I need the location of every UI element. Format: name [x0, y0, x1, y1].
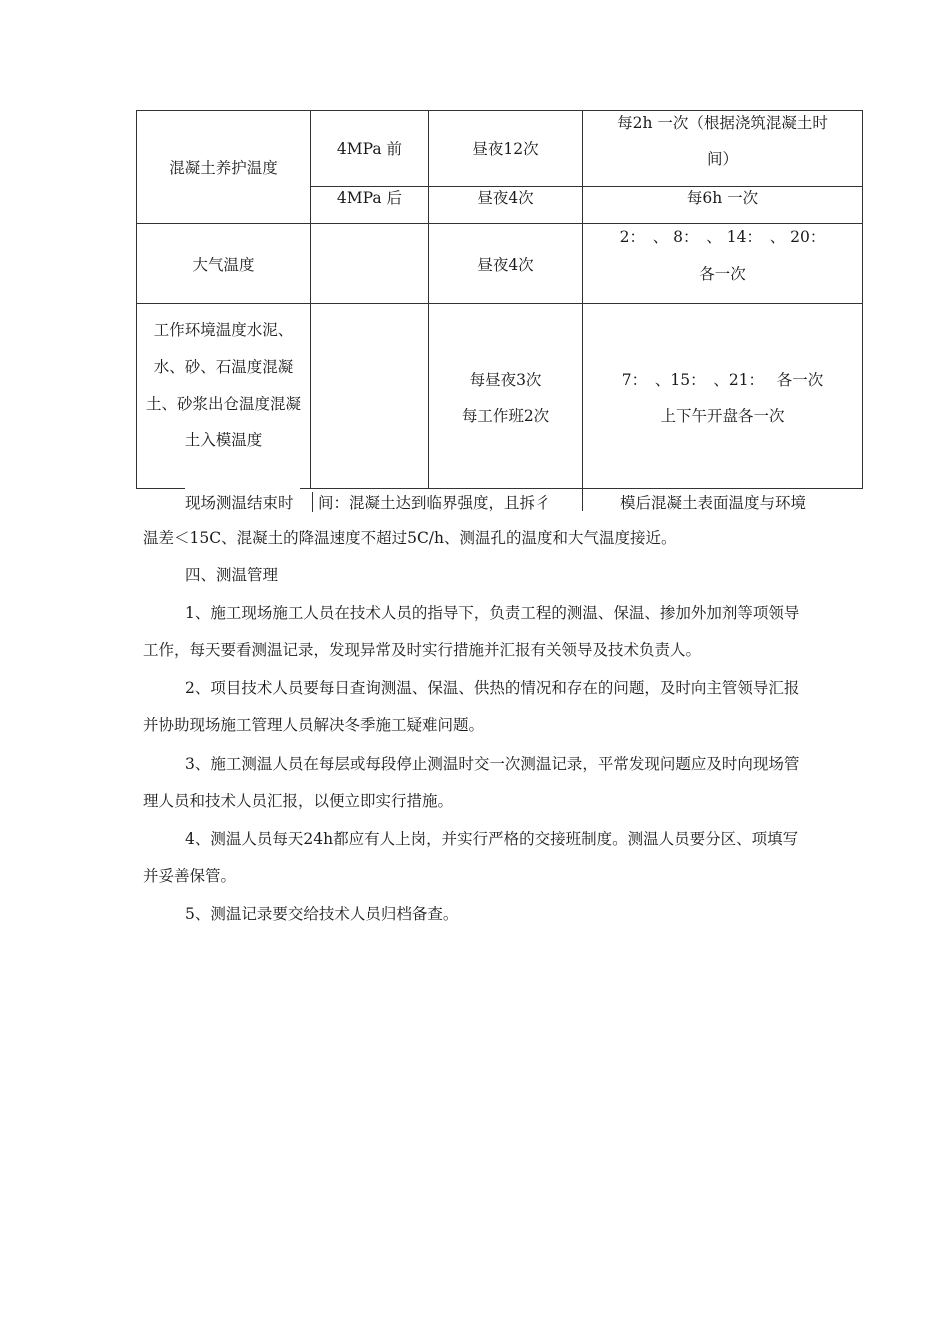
- end-time-text-a: 现场测温结束时: [185, 485, 300, 521]
- table-border-right: [862, 110, 863, 489]
- list-item-line: 理人员和技术人员汇报，以便立即实行措施。: [143, 792, 454, 810]
- table-cell-timing: 每2h 一次（根据浇筑混凝土时: [617, 114, 828, 132]
- list-item-line: 2、项目技术人员要每日查询测温、保温、供热的情况和存在的问题，及时向主管领导汇报: [185, 679, 800, 697]
- table-cell-timing: 上下午开盘各一次: [660, 407, 785, 425]
- table-cell-item: 工作环境温度水泥、: [153, 321, 294, 339]
- list-item-line: 1、施工现场施工人员在技术人员的指导下，负责工程的测温、保温、掺加外加剂等项领导: [185, 604, 800, 622]
- list-item-line: 5、测温记录要交给技术人员归档备查。: [185, 905, 459, 923]
- table-cell-frequency: 每昼夜3次: [469, 371, 542, 389]
- table-cell-frequency: 昼夜4次: [477, 189, 534, 207]
- table-cell-frequency: 昼夜12次: [472, 140, 539, 158]
- text-overlap-mark: [312, 492, 313, 512]
- table-cell-timing: 2： 、 8： 、 14： 、 20：: [619, 228, 826, 246]
- end-time-text-c: 模后混凝土表面温度与环境: [620, 494, 807, 512]
- end-time-line-2: 温差＜15C、混凝土的降温速度不超过5C/h、测温孔的温度和大气温度接近。: [143, 529, 677, 547]
- table-cell-frequency: 昼夜4次: [477, 256, 534, 274]
- table-cell-condition: 4MPa 前: [336, 140, 403, 158]
- table-cell-item: 土入模温度: [184, 431, 263, 449]
- table-row-divider: [136, 303, 863, 304]
- table-cell-item: 混凝土养护温度: [169, 159, 278, 177]
- table-cell-condition: 4MPa 后: [336, 189, 403, 207]
- text-overlap-mark: [582, 489, 583, 511]
- list-item-line: 3、施工测温人员在每层或每段停止测温时交一次测温记录，平常发现问题应及时向现场管: [185, 755, 800, 773]
- table-cell-item: 水、砂、石温度混凝: [153, 358, 294, 376]
- list-item-line: 并协助现场施工管理人员解决冬季施工疑难问题。: [143, 716, 485, 734]
- list-item-line: 4、测温人员每天24h都应有人上岗，并实行严格的交接班制度。测温人员要分区、项填写: [185, 830, 799, 848]
- section-heading: 四、测温管理: [185, 566, 279, 584]
- table-cell-timing: 每6h 一次: [686, 189, 759, 207]
- table-cell-frequency: 每工作班2次: [461, 407, 550, 425]
- table-cell-item: 大气温度: [192, 256, 255, 274]
- table-cell-timing: 各一次: [699, 265, 746, 283]
- table-cell-timing: 7： 、15： 、21： 各一次: [621, 371, 824, 389]
- table-cell-item: 土、砂浆出仓温度混凝: [145, 395, 301, 413]
- table-cell-timing: 间）: [706, 150, 738, 168]
- list-item-line: 并妥善保管。: [143, 867, 237, 885]
- list-item-line: 工作，每天要看测温记录，发现异常及时实行措施并汇报有关领导及技术负责人。: [143, 641, 702, 659]
- end-time-text-b: 间：混凝土达到临界强度，且拆彳: [318, 494, 551, 512]
